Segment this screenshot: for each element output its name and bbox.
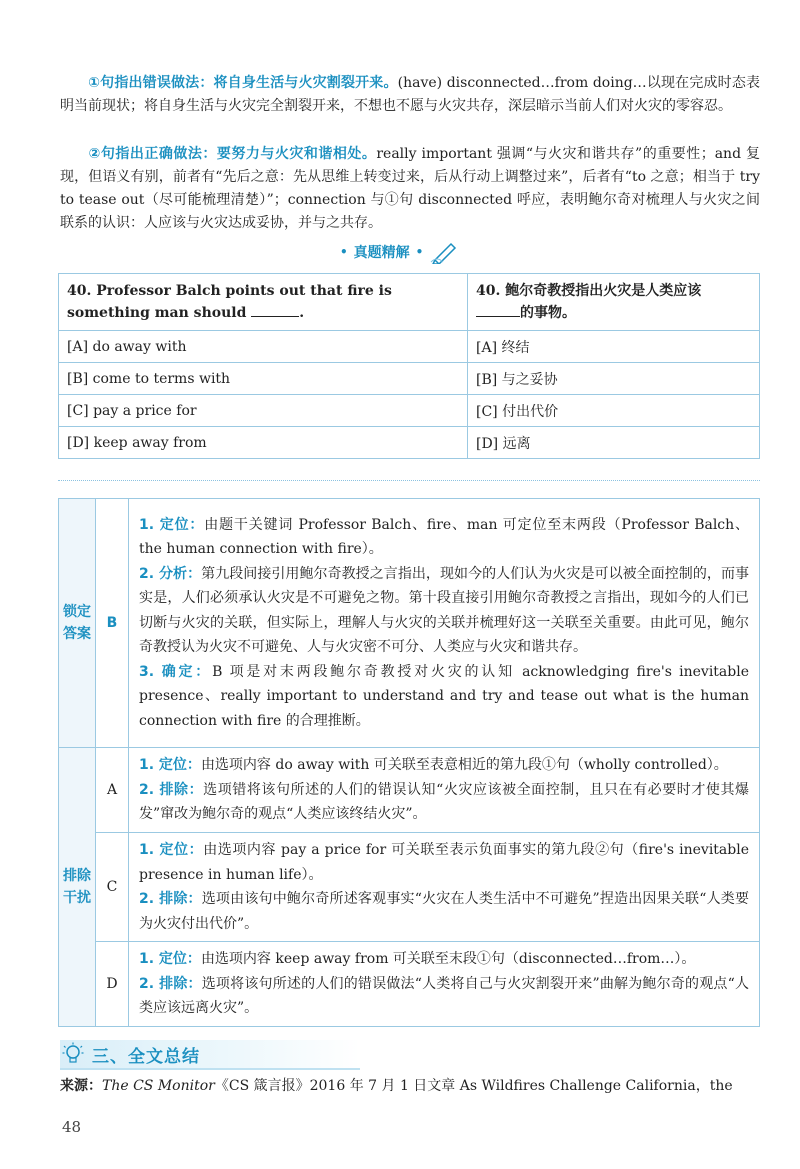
exclude-label-text: 排除干扰 [63, 868, 91, 906]
option-a-cn: [A] 终结 [468, 331, 760, 363]
option-row-d [59, 427, 760, 459]
source-line [60, 1075, 760, 1098]
exclude-a-line-1 [139, 753, 749, 778]
exclude-d-l2-label: 2. 排除： [139, 975, 202, 992]
question-stem-en [59, 274, 468, 331]
exclude-d-l1-label: 1. 定位： [139, 951, 201, 968]
exclude-c-content [129, 833, 760, 942]
answer-step-2-text: 第九段间接引用鲍尔奇教授之言指出，现如今的人们认为火灾是可以被全面控制的，而事实是，人们必须承认火灾是不可避免之物。第十段直接引用鲍尔奇教授之言指出，现如今的人们已切断与火灾的关联，但实际上，理解人与火灾的关联并梳理好这一关联至关重要。由此可见，鲍尔奇教授认为火灾不可避免、人与火灾密不可分、人类应与火灾和谐共存。 [139, 565, 750, 656]
answer-step-1-label: 1. 定位： [139, 516, 205, 533]
exclude-d-l1-text: 由选项内容 keep away from 可关联至末段①句（disconnected…from…）。 [200, 951, 696, 968]
exclude-a-line-2 [139, 778, 749, 827]
answer-letter: B [96, 499, 129, 748]
option-row-a [59, 331, 760, 363]
exclude-d-line-2 [139, 972, 749, 1021]
answer-label-text: 锁定答案 [63, 604, 91, 642]
stem-cn-end: 的事物。 [520, 305, 576, 321]
source-publication: The CS Monitor [102, 1078, 215, 1094]
answer-step-3-label: 3. 确定： [139, 663, 213, 680]
exclude-a-l2-label: 2. 排除： [139, 781, 204, 798]
option-c-cn: [C] 付出代价 [468, 395, 760, 427]
answer-step-3 [139, 660, 749, 734]
stem-en-end: . [299, 305, 305, 321]
answer-step-2 [139, 562, 749, 660]
exclude-c-letter: C [96, 833, 129, 942]
exclude-d-line-1 [139, 947, 749, 972]
badge-dot-left: • [340, 245, 348, 259]
option-b-cn: [B] 与之妥协 [468, 363, 760, 395]
option-d-en: [D] keep away from [59, 427, 468, 459]
page-number: 48 [62, 1118, 82, 1136]
analysis-point-1-body: (have) disconnected…from doing…以现在完成时态表明当前现状；将自身生活与火灾完全割裂开来，不想也不愿与火灾共存，深层暗示当前人们对火灾的零容忍。 [60, 75, 760, 114]
exclude-row-c [59, 833, 760, 942]
exclude-row-d [59, 942, 760, 1027]
badge-dot-right: • [415, 245, 424, 259]
section-badge [340, 240, 459, 264]
pen-icon [429, 240, 459, 264]
answer-step-2-label: 2. 分析： [139, 565, 202, 582]
option-c-en: [C] pay a price for [59, 395, 468, 427]
answer-label [59, 499, 96, 748]
exclude-d-letter: D [96, 942, 129, 1027]
section-heading [60, 1040, 360, 1070]
answer-content [129, 499, 760, 748]
exclude-row-a [59, 748, 760, 833]
exclude-c-line-2 [139, 887, 749, 936]
exclude-a-l1-text: 由选项内容 do away with 可关联至表意相近的第九段①句（wholly controlled）。 [200, 757, 728, 774]
exclude-d-content [129, 942, 760, 1027]
exclude-a-l2-text: 选项错将该句所述的人们的错误认知“火灾应该被全面控制，且只在有必要时才使其爆发”窜改为鲍尔奇的观点“人类应该终结火灾”。 [139, 781, 749, 823]
question-table [58, 273, 760, 459]
analysis-point-2-body: really important 强调“与火灾和谐共存”的重要性；and 复现，但语义有别，前者有“先后之意：先从思维上转变过来，后从行动上调整过来”，后者有“to 之意；相当于 try to tease out（尽可能梳理清楚）”；connection 与①句 disconnected 呼应，表明鲍尔奇对梳理人与火灾之间联系的认识：人应该与火灾达成妥协，并与之共存。 [60, 146, 760, 231]
exclude-a-letter: A [96, 748, 129, 833]
answer-row [59, 499, 760, 748]
stem-cn-blank [476, 302, 520, 317]
exclude-c-l2-label: 2. 排除： [139, 891, 202, 907]
exclude-c-l2-text: 选项由该句中鲍尔奇所述客观事实“火灾在人类生活中不可避免”捏造出因果关联“人类要为火灾付出代价”。 [139, 891, 749, 932]
exclude-c-line-1 [139, 838, 749, 887]
section-title: 三、全文总结 [92, 1046, 200, 1067]
badge-label: 真题精解 [353, 245, 410, 261]
option-row-b [59, 363, 760, 395]
source-label: 来源： [60, 1078, 102, 1094]
analysis-paragraph-2 [60, 143, 760, 235]
analysis-point-1-heading: ①句指出错误做法：将自身生活与火灾割裂开来。 [88, 75, 398, 91]
option-b-en: [B] come to terms with [59, 363, 468, 395]
source-detail: 《CS 箴言报》2016 年 7 月 1 日文章 As Wildfires Challenge California，the [214, 1078, 733, 1094]
analysis-paragraph-1 [60, 72, 760, 118]
exclude-a-content [129, 748, 760, 833]
dotted-divider [58, 480, 760, 481]
analysis-point-2-heading: ②句指出正确做法：要努力与火灾和谐相处。 [88, 146, 377, 162]
option-row-c [59, 395, 760, 427]
answer-step-1-text: 由题干关键词 Professor Balch、fire、man 可定位至末两段（Professor Balch、the human connection with fire）。 [139, 516, 749, 558]
exclude-label [59, 748, 96, 1027]
exclude-c-l1-label: 1. 定位： [139, 842, 204, 858]
answer-analysis-table [58, 498, 760, 1027]
exclude-a-l1-label: 1. 定位： [139, 757, 201, 774]
answer-step-1 [139, 513, 749, 562]
answer-step-3-text: B 项是对末两段鲍尔奇教授对火灾的认知 acknowledging fire's inevitable presence、really important to understand and try and tease out what is the human connection with fire 的合理推断。 [139, 663, 749, 729]
stem-en-blank [251, 302, 299, 317]
exclude-d-l2-text: 选项将该句所述的人们的错误做法“人类将自己与火灾割裂开来”曲解为鲍尔奇的观点“人类应该远离火灾”。 [139, 975, 749, 1017]
question-stem-row [59, 274, 760, 331]
option-d-cn: [D] 远离 [468, 427, 760, 459]
lightbulb-icon [62, 1042, 84, 1066]
exclude-c-l1-text: 由选项内容 pay a price for 可关联至表示负面事实的第九段②句（fire's inevitable presence in human life）。 [139, 842, 749, 883]
question-stem-cn [468, 274, 760, 331]
stem-cn-text: 40. 鲍尔奇教授指出火灾是人类应该 [476, 283, 702, 299]
option-a-en: [A] do away with [59, 331, 468, 363]
stem-en-text: 40. Professor Balch points out that fire is something man should [67, 283, 392, 321]
